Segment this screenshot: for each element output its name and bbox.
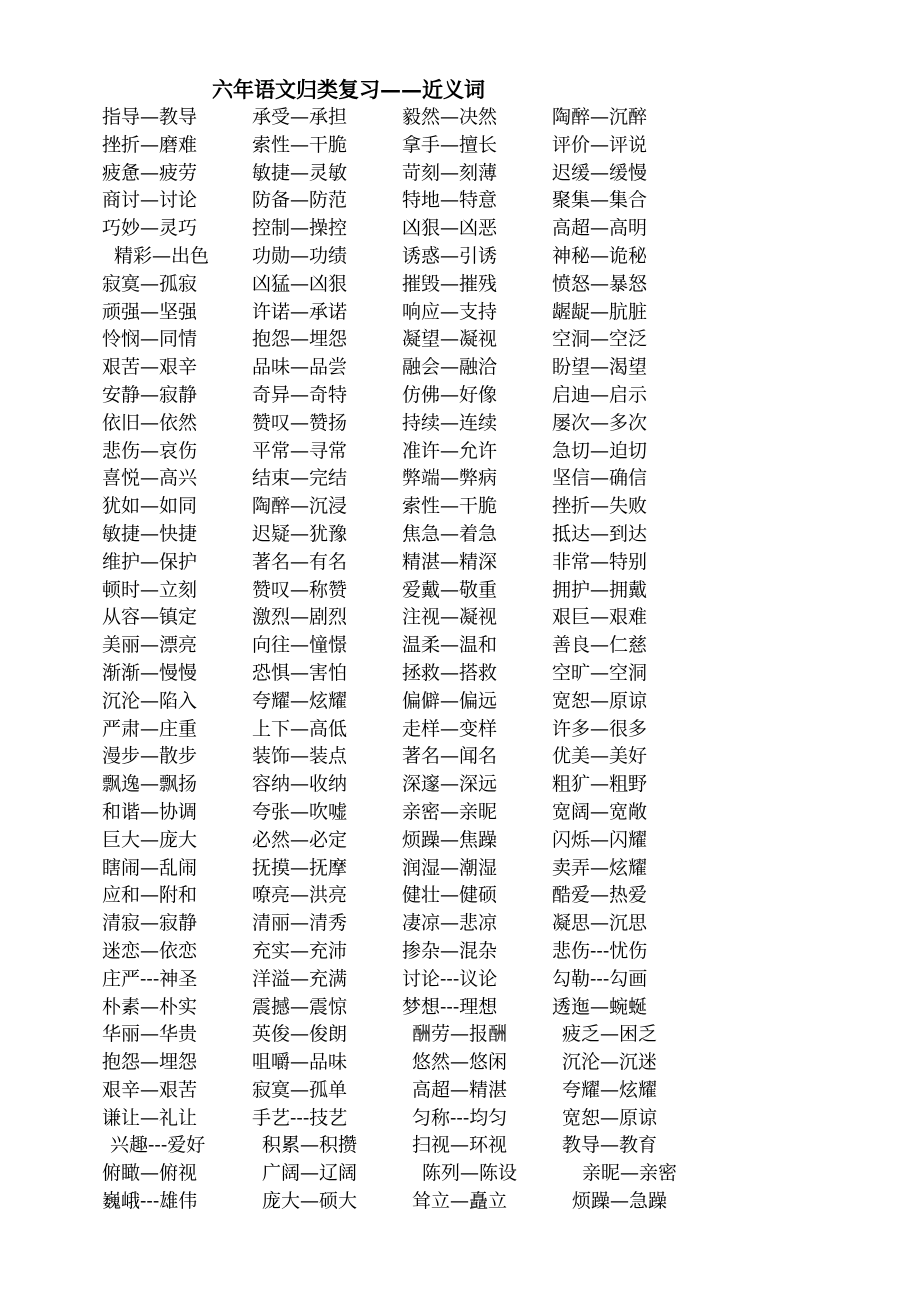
synonym-pair: 结束—完结: [252, 467, 348, 490]
synonym-pair: 挫折—磨难: [102, 133, 198, 156]
synonym-pair: 抱怨—埋怨: [252, 328, 348, 351]
synonym-pair: 美丽—漂亮: [102, 634, 198, 657]
table-row: [0, 132, 920, 160]
synonym-pair: 苛刻—刻薄: [402, 161, 498, 184]
table-row: [0, 187, 920, 215]
synonym-pair: 走样—变样: [402, 717, 498, 740]
synonym-pair: 瞎闹—乱闹: [102, 856, 198, 879]
synonym-pair: 抱怨—埋怨: [102, 1051, 198, 1074]
synonym-pair: 迟疑—犹豫: [252, 522, 348, 545]
synonym-pair: 容纳—收纳: [252, 773, 348, 796]
table-row: [0, 577, 920, 605]
synonym-pair: 悠然—悠闲: [412, 1051, 508, 1074]
synonym-pair: 赞叹—赞扬: [252, 411, 348, 434]
synonym-pair: 优美—美好: [552, 745, 648, 768]
synonym-pair: 龌龊—肮脏: [552, 300, 648, 323]
synonym-pair: 挫折—失败: [552, 495, 648, 518]
synonym-pair: 高超—精湛: [412, 1078, 508, 1101]
synonym-pair: 洋溢—充满: [252, 967, 348, 990]
synonym-pair: 启迪—启示: [552, 383, 648, 406]
synonym-pair: 凝思—沉思: [552, 912, 648, 935]
synonym-pair: 俯瞰—俯视: [102, 1162, 198, 1185]
table-row: [0, 410, 920, 438]
synonym-pair: 急切—迫切: [552, 439, 648, 462]
synonym-pair: 防备—防范: [252, 189, 348, 212]
synonym-pair: 沉沦—陷入: [102, 689, 198, 712]
synonym-pair: 烦躁—焦躁: [402, 828, 498, 851]
table-row: [0, 215, 920, 243]
table-row: [0, 326, 920, 354]
synonym-pair: 索性—干脆: [252, 133, 348, 156]
synonym-pair: 空旷—空洞: [552, 661, 648, 684]
synonym-pair: 陶醉—沉浸: [252, 495, 348, 518]
synonym-pair: 索性—干脆: [402, 495, 498, 518]
synonym-pair: 融会—融洽: [402, 356, 498, 379]
table-row: [0, 1077, 920, 1105]
synonym-pair: 酬劳—报酬: [412, 1023, 508, 1046]
synonym-table: [0, 104, 920, 1216]
synonym-pair: 兴趣---爱好: [110, 1134, 206, 1157]
synonym-pair: 著名—有名: [252, 550, 348, 573]
synonym-pair: 必然—必定: [252, 828, 348, 851]
synonym-pair: 特地—特意: [402, 189, 498, 212]
synonym-pair: 夸张—吹嘘: [252, 800, 348, 823]
synonym-pair: 高超—高明: [552, 217, 648, 240]
table-row: [0, 1049, 920, 1077]
synonym-pair: 承受—承担: [252, 106, 348, 128]
synonym-pair: 凶狠—凶恶: [402, 217, 498, 240]
table-row: [0, 271, 920, 299]
synonym-pair: 咀嚼—品味: [252, 1051, 348, 1074]
synonym-pair: 爱戴—敬重: [402, 578, 498, 601]
table-row: [0, 1160, 920, 1188]
synonym-pair: 依旧—依然: [102, 411, 198, 434]
synonym-pair: 敏捷—灵敏: [252, 161, 348, 184]
synonym-pair: 非常—特别: [552, 550, 648, 573]
synonym-pair: 陈列—陈设: [422, 1162, 518, 1185]
synonym-pair: 巧妙—灵巧: [102, 217, 198, 240]
synonym-pair: 怜悯—同情: [102, 328, 198, 351]
table-row: [0, 243, 920, 271]
synonym-pair: 许多—很多: [552, 717, 648, 740]
synonym-pair: 品味—品尝: [252, 356, 348, 379]
synonym-pair: 迟缓—缓慢: [552, 161, 648, 184]
table-row: [0, 882, 920, 910]
table-row: [0, 966, 920, 994]
synonym-pair: 空洞—空泛: [552, 328, 648, 351]
synonym-pair: 宽恕—原谅: [552, 689, 648, 712]
table-row: [0, 716, 920, 744]
synonym-pair: 润湿—潮湿: [402, 856, 498, 879]
synonym-pair: 嘹亮—洪亮: [252, 884, 348, 907]
synonym-pair: 艰苦—艰辛: [102, 356, 198, 379]
table-row: [0, 438, 920, 466]
table-row: [0, 743, 920, 771]
synonym-pair: 谦让—礼让: [102, 1106, 198, 1129]
synonym-pair: 诱惑—引诱: [402, 244, 498, 267]
synonym-pair: 粗犷—粗野: [552, 773, 648, 796]
synonym-pair: 耸立—矗立: [412, 1190, 508, 1213]
synonym-pair: 赞叹—称赞: [252, 578, 348, 601]
synonym-pair: 卖弄—炫耀: [552, 856, 648, 879]
synonym-pair: 善良—仁慈: [552, 634, 648, 657]
synonym-pair: 摧毁—摧残: [402, 272, 498, 295]
table-row: [0, 660, 920, 688]
synonym-pair: 亲密—亲昵: [402, 800, 498, 823]
synonym-pair: 仿佛—好像: [402, 383, 498, 406]
synonym-pair: 清丽—清秀: [252, 912, 348, 935]
synonym-pair: 敏捷—快捷: [102, 522, 198, 545]
synonym-pair: 亲昵—亲密: [582, 1162, 678, 1185]
synonym-pair: 震撼—震惊: [252, 995, 348, 1018]
synonym-pair: 漫步—散步: [102, 745, 198, 768]
table-row: [0, 160, 920, 188]
table-row: [0, 604, 920, 632]
synonym-pair: 清寂—寂静: [102, 912, 198, 935]
synonym-pair: 犹如—如同: [102, 495, 198, 518]
page-title: 六年语文归类复习——近义词: [212, 77, 485, 102]
synonym-pair: 夸耀—炫耀: [252, 689, 348, 712]
table-row: [0, 521, 920, 549]
table-row: [0, 1105, 920, 1133]
synonym-pair: 应和—附和: [102, 884, 198, 907]
table-row: [0, 104, 920, 132]
synonym-pair: 沉沦—沉迷: [562, 1051, 658, 1074]
synonym-pair: 教导—教育: [562, 1134, 658, 1157]
synonym-pair: 聚集—集合: [552, 189, 648, 212]
synonym-pair: 凶猛—凶狠: [252, 272, 348, 295]
synonym-pair: 英俊—俊朗: [252, 1023, 348, 1046]
synonym-pair: 喜悦—高兴: [102, 467, 198, 490]
table-row: [0, 382, 920, 410]
synonym-pair: 焦急—着急: [402, 522, 498, 545]
synonym-pair: 宽恕—原谅: [562, 1106, 658, 1129]
synonym-pair: 烦躁—急躁: [572, 1190, 668, 1213]
synonym-pair: 巍峨---雄伟: [102, 1190, 198, 1213]
synonym-pair: 功勋—功绩: [252, 244, 348, 267]
synonym-pair: 手艺---技艺: [252, 1106, 348, 1129]
synonym-pair: 弊端—弊病: [402, 467, 498, 490]
synonym-pair: 凝望—凝视: [402, 328, 498, 351]
synonym-pair: 抚摸—抚摩: [252, 856, 348, 879]
synonym-pair: 庞大—硕大: [262, 1190, 358, 1213]
synonym-pair: 艰巨—艰难: [552, 606, 648, 629]
synonym-pair: 梦想---理想: [402, 995, 498, 1018]
synonym-pair: 坚信—确信: [552, 467, 648, 490]
table-row: [0, 827, 920, 855]
synonym-pair: 广阔—辽阔: [262, 1162, 358, 1185]
synonym-pair: 屡次—多次: [552, 411, 648, 434]
synonym-pair: 掺杂—混杂: [402, 939, 498, 962]
synonym-pair: 毅然—决然: [402, 106, 498, 128]
synonym-pair: 酷爱—热爱: [552, 884, 648, 907]
synonym-pair: 商讨—讨论: [102, 189, 198, 212]
synonym-pair: 抵达—到达: [552, 522, 648, 545]
table-row: [0, 299, 920, 327]
synonym-pair: 偏僻—偏远: [402, 689, 498, 712]
table-row: [0, 465, 920, 493]
table-row: [0, 632, 920, 660]
synonym-pair: 透迤—蜿蜒: [552, 995, 648, 1018]
synonym-pair: 寂寞—孤单: [252, 1078, 348, 1101]
table-row: [0, 910, 920, 938]
synonym-pair: 上下—高低: [252, 717, 348, 740]
synonym-pair: 健壮—健硕: [402, 884, 498, 907]
synonym-pair: 华丽—华贵: [102, 1023, 198, 1046]
table-row: [0, 994, 920, 1022]
synonym-pair: 和谐—协调: [102, 800, 198, 823]
table-row: [0, 493, 920, 521]
synonym-pair: 夸耀—炫耀: [562, 1078, 658, 1101]
synonym-pair: 深邃—深远: [402, 773, 498, 796]
synonym-pair: 精湛—精深: [402, 550, 498, 573]
synonym-pair: 激烈—剧烈: [252, 606, 348, 629]
synonym-pair: 温柔—温和: [402, 634, 498, 657]
synonym-pair: 准许—允许: [402, 439, 498, 462]
synonym-pair: 庄严---神圣: [102, 967, 198, 990]
synonym-pair: 注视—凝视: [402, 606, 498, 629]
synonym-pair: 匀称---均匀: [412, 1106, 508, 1129]
synonym-pair: 愤怒—暴怒: [552, 272, 648, 295]
synonym-pair: 寂寞—孤寂: [102, 272, 198, 295]
synonym-pair: 疲乏—困乏: [562, 1023, 658, 1046]
synonym-pair: 控制—操控: [252, 217, 348, 240]
synonym-pair: 拥护—拥戴: [552, 578, 648, 601]
table-row: [0, 549, 920, 577]
synonym-pair: 凄凉—悲凉: [402, 912, 498, 935]
table-row: [0, 1132, 920, 1160]
synonym-pair: 勾勒---勾画: [552, 967, 648, 990]
table-row: [0, 771, 920, 799]
synonym-pair: 向往—憧憬: [252, 634, 348, 657]
synonym-pair: 陶醉—沉醉: [552, 106, 648, 128]
synonym-pair: 悲伤---忧伤: [552, 939, 648, 962]
synonym-pair: 平常—寻常: [252, 439, 348, 462]
synonym-pair: 顿时—立刻: [102, 578, 198, 601]
synonym-pair: 悲伤—哀伤: [102, 439, 198, 462]
synonym-pair: 闪烁—闪耀: [552, 828, 648, 851]
synonym-pair: 讨论---议论: [402, 967, 498, 990]
table-row: [0, 938, 920, 966]
synonym-pair: 宽阔—宽敞: [552, 800, 648, 823]
table-row: [0, 688, 920, 716]
synonym-pair: 迷恋—依恋: [102, 939, 198, 962]
synonym-pair: 许诺—承诺: [252, 300, 348, 323]
synonym-pair: 拿手—擅长: [402, 133, 498, 156]
synonym-pair: 神秘—诡秘: [552, 244, 648, 267]
synonym-pair: 巨大—庞大: [102, 828, 198, 851]
synonym-pair: 充实—充沛: [252, 939, 348, 962]
table-row: [0, 855, 920, 883]
synonym-pair: 朴素—朴实: [102, 995, 198, 1018]
table-row: [0, 354, 920, 382]
synonym-pair: 持续—连续: [402, 411, 498, 434]
synonym-pair: 响应—支持: [402, 300, 498, 323]
synonym-pair: 扫视—环视: [412, 1134, 508, 1157]
synonym-pair: 安静—寂静: [102, 383, 198, 406]
synonym-pair: 疲惫—疲劳: [102, 161, 198, 184]
synonym-pair: 恐惧—害怕: [252, 661, 348, 684]
synonym-pair: 维护—保护: [102, 550, 198, 573]
synonym-pair: 盼望—渴望: [552, 356, 648, 379]
synonym-pair: 著名—闻名: [402, 745, 498, 768]
table-row: [0, 799, 920, 827]
synonym-pair: 评价—评说: [552, 133, 648, 156]
synonym-pair: 精彩—出色: [114, 244, 210, 267]
synonym-pair: 渐渐—慢慢: [102, 661, 198, 684]
synonym-pair: 飘逸—飘扬: [102, 773, 198, 796]
synonym-pair: 指导—教导: [102, 106, 198, 128]
synonym-pair: 积累—积攒: [262, 1134, 358, 1157]
synonym-pair: 从容—镇定: [102, 606, 198, 629]
synonym-pair: 艰辛—艰苦: [102, 1078, 198, 1101]
table-row: [0, 1021, 920, 1049]
synonym-pair: 顽强—坚强: [102, 300, 198, 323]
synonym-pair: 严肃—庄重: [102, 717, 198, 740]
synonym-pair: 装饰—装点: [252, 745, 348, 768]
synonym-pair: 奇异—奇特: [252, 383, 348, 406]
table-row: [0, 1188, 920, 1216]
synonym-pair: 拯救—搭救: [402, 661, 498, 684]
